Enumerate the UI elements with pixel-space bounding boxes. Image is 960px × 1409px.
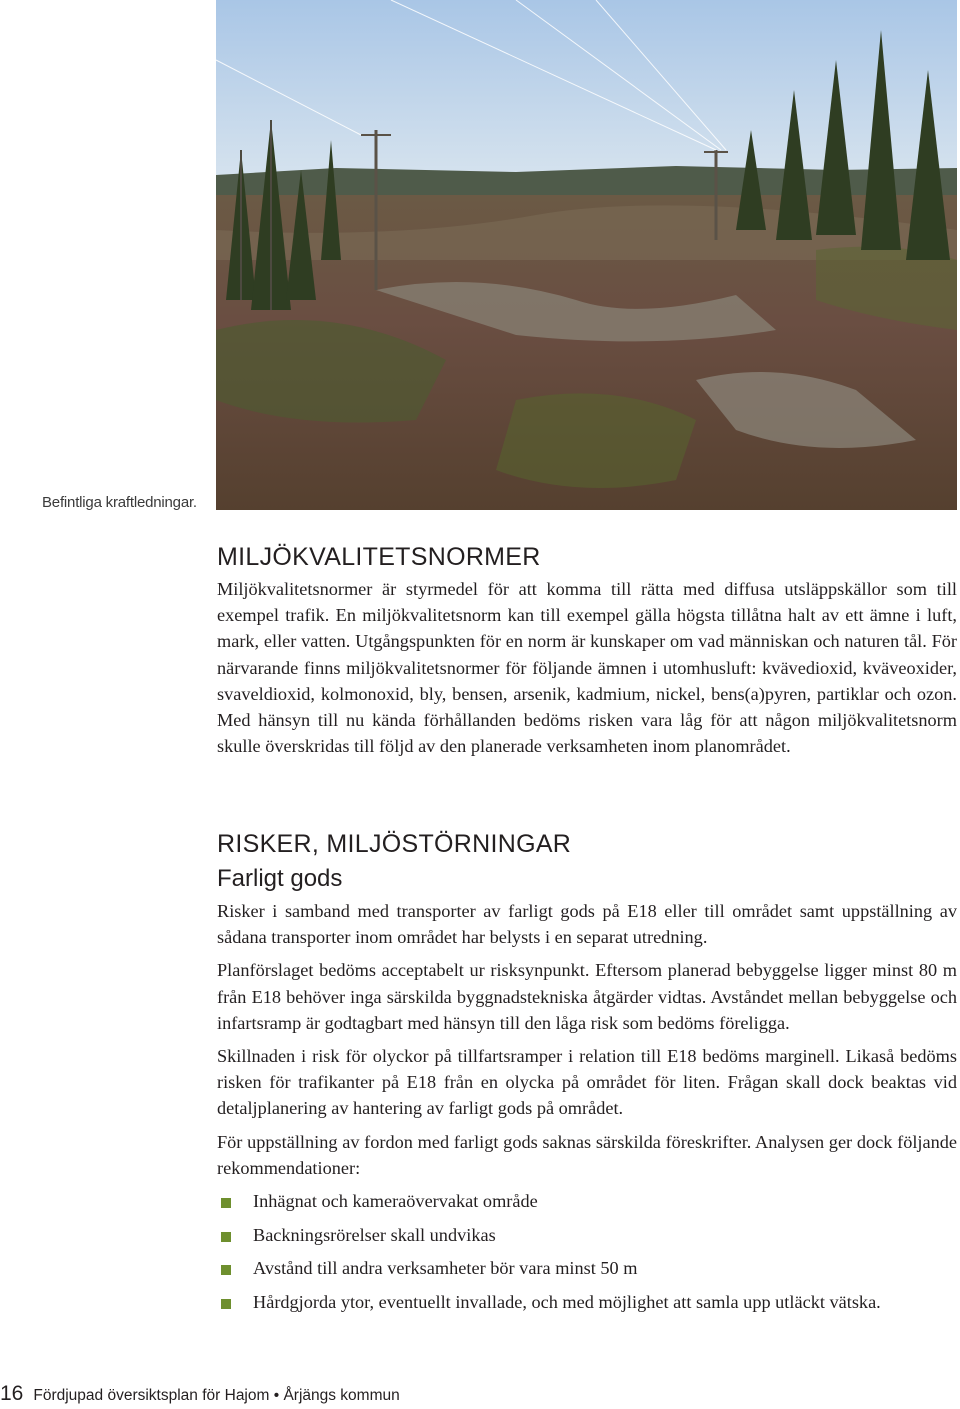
section-risker <box>217 829 957 1323</box>
body-paragraph: Miljökvalitetsnormer är styrmedel för att komma till rätta med diffusa utsläppskällor som till exempel trafik. En miljökvalitetsnorm kan till exempel gälla högsta tillåtna halt av ett ämne i luft, mark, eller vatten. Utgångspunkten för en norm är kunskaper om vad människan och naturen tål. För närvarande finns miljökvalitetsnormer för följande ämnen i utomhusluft: kvävedioxid, kväveoxider, svaveldioxid, kolmonoxid, bly, bensen, arsenik, kadmium, nickel, bens(a)pyren, partiklar och ozon. Med hänsyn till nu kända förhållanden bedöms risken vara låg för att någon miljökvalitetsnorm skulle överskridas till följd av den planerade verksamheten inom planområdet. <box>217 579 957 757</box>
section-heading: MILJÖKVALITETSNORMER <box>217 543 541 571</box>
list-item: Avstånd till andra verksamheter bör vara minst 50 m <box>217 1255 957 1281</box>
list-item: Backningsrörelser skall undvikas <box>217 1222 957 1248</box>
photo-caption: Befintliga kraftledningar. <box>42 494 197 511</box>
recommendation-list <box>217 1188 957 1315</box>
section-miljokvalitetsnormer <box>217 542 957 759</box>
page-number: 16 <box>0 1382 24 1405</box>
document-title: Fördjupad översiktsplan för Hajom • Årjängs kommun <box>33 1387 400 1404</box>
power-line-landscape-image <box>216 0 957 510</box>
body-paragraph: Planförslaget bedöms acceptabelt ur risksynpunkt. Eftersom planerad bebyggelse ligger minst 80 m från E18 behöver inga särskilda byggnadstekniska åtgärder vidtas. Avståndet mellan bebyggelse och infartsramp är godtagbart med hänsyn till den låga risk som bedöms föreligga. <box>217 960 957 1033</box>
body-paragraph: Risker i samband med transporter av farligt gods på E18 eller till området samt uppställning av sådana transporter inom området har belysts i en separat utredning. <box>217 901 957 948</box>
body-paragraph: Skillnaden i risk för olyckor på tillfartsramper i relation till E18 bedöms marginell. Likaså bedöms risken för trafikanter på E18 från en olycka på området för liten. Frågan skall dock beaktas vid detaljplanering av hantering av farligt gods på området. <box>217 1046 957 1119</box>
list-item: Hårdgjorda ytor, eventuellt invallade, och med möjlighet att samla upp utläckt vätska. <box>217 1289 957 1315</box>
list-item: Inhägnat och kameraövervakat område <box>217 1188 957 1214</box>
landscape-photo <box>216 0 957 510</box>
section-subheading: Farligt gods <box>217 865 343 892</box>
section-heading: RISKER, MILJÖSTÖRNINGAR <box>217 830 572 858</box>
body-paragraph: För uppställning av fordon med farligt gods saknas särskilda föreskrifter. Analysen ger dock följande rekommendationer: <box>217 1131 957 1178</box>
page-footer <box>0 1382 400 1406</box>
